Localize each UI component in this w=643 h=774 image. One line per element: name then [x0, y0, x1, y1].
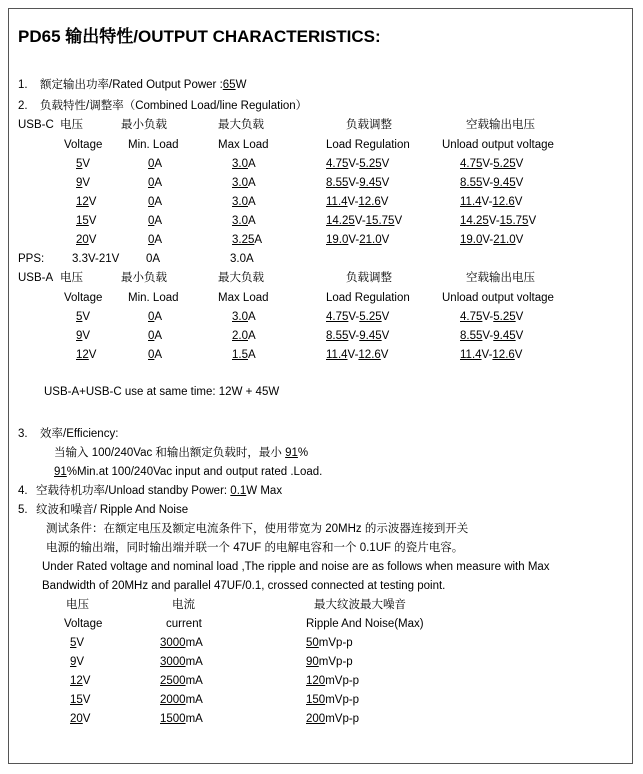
usbc-header-voltage-cn: 电压 [60, 119, 83, 131]
ripple-header-voltage-cn: 电压 [66, 599, 89, 611]
efficiency-cn: 当输入 100/240Vac 和输出额定负载时，最小 91% [54, 447, 309, 459]
usba-header-voltage-en: Voltage [64, 292, 103, 304]
ripple-header-voltage-en: Voltage [64, 618, 103, 630]
usbc-row-max-load: 3.0A [232, 177, 256, 189]
usba-row-max-load: 1.5A [232, 349, 256, 361]
usbc-row-min-load: 0A [148, 196, 163, 208]
item-5-number: 5. [18, 504, 28, 516]
usbc-row-max-load: 3.0A [232, 196, 256, 208]
usbc-row-unload-voltage: 11.4V-12.6V [460, 196, 523, 208]
usbc-row-load-regulation: 14.25V-15.75V [326, 215, 403, 227]
ripple-row-voltage: 20V [70, 713, 91, 725]
item-4-number: 4. [18, 485, 28, 497]
item-2-number: 2. [18, 100, 28, 112]
usbc-header-max-en: Max Load [218, 139, 269, 151]
usbc-row-unload-voltage: 14.25V-15.75V [460, 215, 537, 227]
usbc-row-voltage: 12V [76, 196, 97, 208]
usbc-row-min-load: 0A [148, 234, 163, 246]
usbc-header-voltage-en: Voltage [64, 139, 103, 151]
pps-range: 3.3V-21V [72, 253, 120, 265]
usba-row-unload-voltage: 4.75V-5.25V [460, 311, 524, 323]
ripple-row-voltage: 12V [70, 675, 91, 687]
ripple-row-voltage: 5V [70, 637, 85, 649]
ripple-row-ripple: 50mVp-p [306, 637, 353, 649]
efficiency-heading: 效率/Efficiency: [40, 428, 119, 440]
test-condition-cn-1: 测试条件：在额定电压及额定电流条件下，使用带宽为 20MHz 的示波器连接到开关 [46, 523, 469, 535]
usba-row-unload-voltage: 8.55V-9.45V [460, 330, 524, 342]
pps-label: PPS: [18, 253, 45, 265]
ripple-row-ripple: 150mVp-p [306, 694, 360, 706]
usbc-row-max-load: 3.0A [232, 215, 256, 227]
usbc-header-max-cn: 最大负载 [218, 119, 264, 131]
ripple-row-current: 2500mA [160, 675, 203, 687]
ripple-header-ripple-en: Ripple And Noise(Max) [306, 618, 424, 630]
usbc-row-voltage: 20V [76, 234, 97, 246]
usbc-row-load-regulation: 8.55V-9.45V [326, 177, 390, 189]
usbc-row-max-load: 3.25A [232, 234, 263, 246]
usba-row-load-regulation: 4.75V-5.25V [326, 311, 390, 323]
usba-header-min-en: Min. Load [128, 292, 179, 304]
ripple-header-current-cn: 电流 [172, 599, 195, 611]
usba-row-load-regulation: 8.55V-9.45V [326, 330, 390, 342]
usbc-row-min-load: 0A [148, 158, 163, 170]
usbc-header-ul-cn: 空载输出电压 [466, 119, 535, 131]
efficiency-en: 91%Min.at 100/240Vac input and output rated .Load. [54, 466, 323, 478]
usbc-row-voltage: 9V [76, 177, 91, 189]
combined-use-note: USB-A+USB-C use at same time: 12W + 45W [44, 386, 280, 398]
usbc-port-label: USB-C [18, 119, 54, 131]
usba-header-min-cn: 最小负载 [121, 272, 167, 284]
usba-row-min-load: 0A [148, 330, 163, 342]
item-3-number: 3. [18, 428, 28, 440]
usbc-row-unload-voltage: 4.75V-5.25V [460, 158, 524, 170]
usbc-row-load-regulation: 11.4V-12.6V [326, 196, 389, 208]
usba-row-voltage: 9V [76, 330, 91, 342]
ripple-row-ripple: 90mVp-p [306, 656, 353, 668]
usba-row-voltage: 5V [76, 311, 91, 323]
usbc-header-min-en: Min. Load [128, 139, 179, 151]
usbc-header-ul-en: Unload output voltage [442, 139, 554, 151]
usbc-header-lr-cn: 负载调整 [346, 119, 392, 131]
usbc-row-unload-voltage: 19.0V-21.0V [460, 234, 524, 246]
usba-row-voltage: 12V [76, 349, 97, 361]
ripple-row-ripple: 200mVp-p [306, 713, 360, 725]
usbc-row-voltage: 5V [76, 158, 91, 170]
ripple-row-current: 3000mA [160, 637, 203, 649]
test-condition-cn-2: 电源的输出端，同时输出端并联一个 47UF 的电解电容和一个 0.1UF 的瓷片电容。 [46, 542, 464, 554]
ripple-row-current: 1500mA [160, 713, 203, 725]
usbc-header-lr-en: Load Regulation [326, 139, 410, 151]
ripple-noise-heading: 纹波和噪音/ Ripple And Noise [36, 504, 189, 516]
usba-header-lr-cn: 负载调整 [346, 272, 392, 284]
ripple-row-voltage: 15V [70, 694, 91, 706]
ripple-header-ripple-cn: 最大纹波最大噪音 [314, 599, 406, 611]
usba-row-min-load: 0A [148, 311, 163, 323]
usba-header-ul-en: Unload output voltage [442, 292, 554, 304]
ripple-row-ripple: 120mVp-p [306, 675, 360, 687]
load-regulation-heading: 负载特性/调整率（Combined Load/line Regulation） [40, 100, 308, 112]
test-condition-en-1: Under Rated voltage and nominal load ,The ripple and noise are as follows when measure with Max [42, 561, 550, 573]
usba-header-ul-cn: 空载输出电压 [466, 272, 535, 284]
ripple-row-current: 2000mA [160, 694, 203, 706]
usba-header-max-en: Max Load [218, 292, 269, 304]
usbc-row-load-regulation: 19.0V-21.0V [326, 234, 390, 246]
usba-row-max-load: 3.0A [232, 311, 256, 323]
ripple-row-voltage: 9V [70, 656, 85, 668]
usba-row-unload-voltage: 11.4V-12.6V [460, 349, 523, 361]
usbc-row-load-regulation: 4.75V-5.25V [326, 158, 390, 170]
item-1-number: 1. [18, 79, 28, 91]
pps-max-load: 3.0A [230, 253, 254, 265]
pps-min-load: 0A [146, 253, 161, 265]
standby-power: 空载待机功率/Unload standby Power: 0.1W Max [36, 485, 283, 497]
usba-port-label: USB-A [18, 272, 54, 284]
usbc-row-min-load: 0A [148, 177, 163, 189]
ripple-header-current-en: current [166, 618, 202, 630]
usbc-row-voltage: 15V [76, 215, 97, 227]
usbc-row-min-load: 0A [148, 215, 163, 227]
usbc-header-min-cn: 最小负载 [121, 119, 167, 131]
usba-header-max-cn: 最大负载 [218, 272, 264, 284]
usba-row-load-regulation: 11.4V-12.6V [326, 349, 389, 361]
usba-header-voltage-cn: 电压 [60, 272, 83, 284]
page-title: PD65 输出特性/OUTPUT CHARACTERISTICS: [18, 27, 381, 46]
usba-row-min-load: 0A [148, 349, 163, 361]
usba-header-lr-en: Load Regulation [326, 292, 410, 304]
usbc-row-max-load: 3.0A [232, 158, 256, 170]
ripple-row-current: 3000mA [160, 656, 203, 668]
usbc-row-unload-voltage: 8.55V-9.45V [460, 177, 524, 189]
test-condition-en-2: Bandwidth of 20MHz and parallel 47UF/0.1, crossed connected at testing point. [42, 580, 446, 592]
rated-output-power: 额定输出功率/Rated Output Power :65W [40, 79, 247, 91]
usba-row-max-load: 2.0A [232, 330, 256, 342]
